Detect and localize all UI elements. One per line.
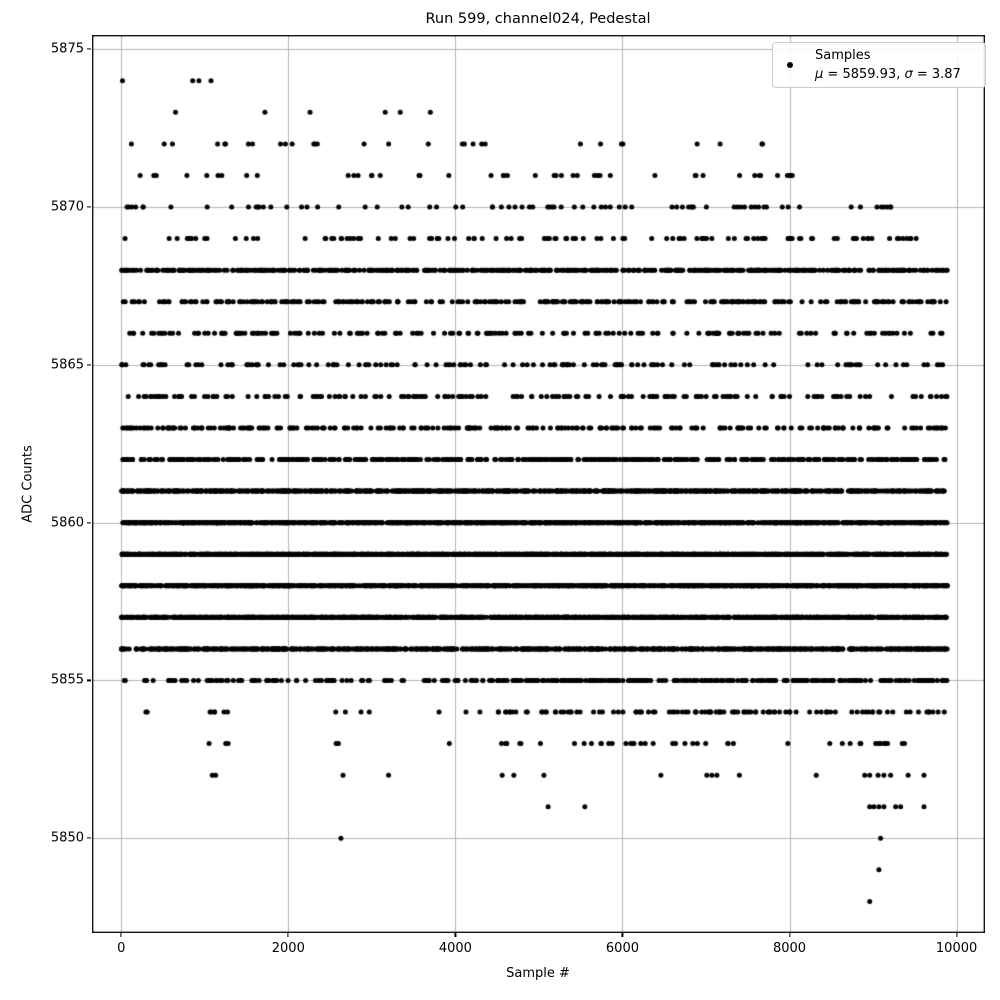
x-tick-mark <box>622 933 623 937</box>
x-tick-label: 6000 <box>605 941 639 956</box>
x-tick-label: 4000 <box>438 941 472 956</box>
y-tick-label: 5865 <box>50 357 84 373</box>
y-tick-label: 5850 <box>50 830 84 846</box>
y-axis-label: ADC Counts <box>20 445 36 523</box>
y-tick-mark <box>87 49 91 50</box>
y-tick-label: 5870 <box>50 199 84 215</box>
sigma-symbol: σ <box>904 67 913 82</box>
sigma-value: = 3.87 <box>912 67 961 82</box>
x-tick-mark <box>956 933 957 937</box>
y-tick-label: 5875 <box>50 41 84 57</box>
x-tick-label: 8000 <box>772 941 807 956</box>
x-tick-label: 0 <box>117 941 126 956</box>
y-tick-mark <box>87 522 91 523</box>
x-tick-label: 2000 <box>271 941 305 956</box>
x-tick-mark <box>789 933 790 937</box>
y-tick-mark <box>87 838 91 839</box>
y-tick-mark <box>87 206 91 207</box>
x-axis-label: Sample # <box>506 966 570 981</box>
y-tick-label: 5855 <box>50 672 84 688</box>
mu-symbol: μ <box>815 67 824 82</box>
legend <box>772 42 986 88</box>
mu-value: = 5859.93, <box>823 67 905 82</box>
x-tick-mark <box>121 933 122 937</box>
y-tick-mark <box>87 364 91 365</box>
legend-entry-label: Samples <box>815 48 871 63</box>
y-tick-mark <box>87 680 91 681</box>
x-tick-mark <box>288 933 289 937</box>
scatter-canvas <box>92 35 985 933</box>
plot-area <box>92 35 985 933</box>
x-tick-mark <box>455 933 456 937</box>
x-tick-label: 10000 <box>935 941 978 956</box>
legend-marker-dot <box>787 62 793 68</box>
chart-title: Run 599, channel024, Pedestal <box>425 11 651 27</box>
legend-entry-stats <box>815 65 961 84</box>
y-tick-label: 5860 <box>50 515 84 531</box>
legend-text <box>815 46 961 84</box>
